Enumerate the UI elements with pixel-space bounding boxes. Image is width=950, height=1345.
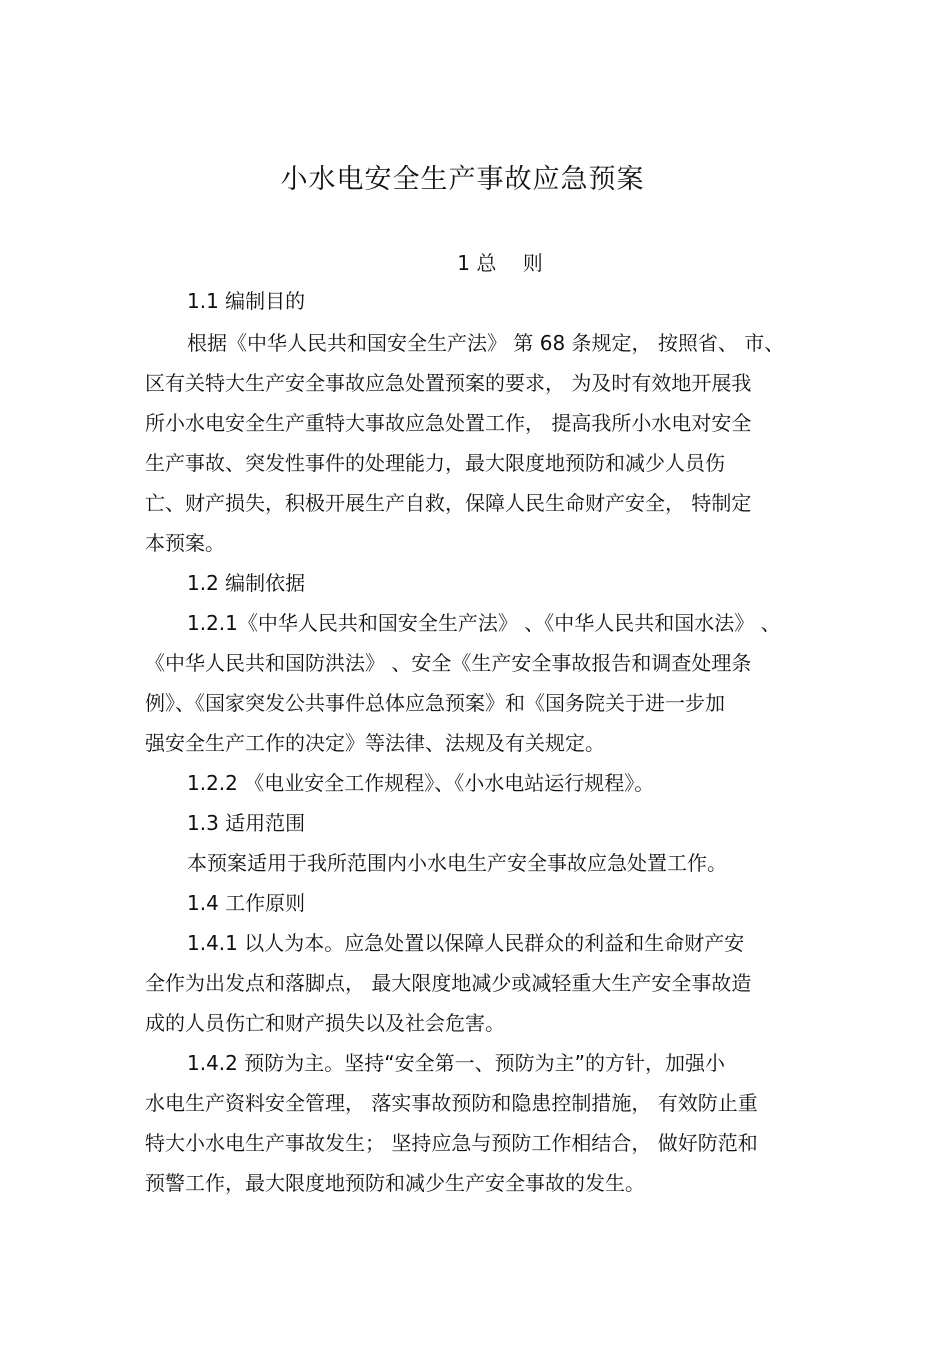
chapter-heading: 1 总 则 bbox=[457, 251, 543, 275]
paragraph-line: 成的人员伤亡和财产损失以及社会危害。 bbox=[145, 1011, 505, 1035]
paragraph-line: 区有关特大生产安全事故应急处置预案的要求， 为及时有效地开展我 bbox=[145, 371, 752, 395]
paragraph-line: 特大小水电生产事故发生； 坚持应急与预防工作相结合， 做好防范和 bbox=[145, 1131, 758, 1155]
paragraph-line: 水电生产资料安全管理， 落实事故预防和隐患控制措施， 有效防止重 bbox=[145, 1091, 758, 1115]
paragraph-line: 预警工作，最大限度地预防和减少生产安全事故的发生。 bbox=[145, 1171, 645, 1195]
paragraph-line: 1.4.1 以人为本。应急处置以保障人民群众的利益和生命财产安 bbox=[187, 931, 745, 955]
paragraph-line: 亡、财产损失，积极开展生产自救，保障人民生命财产安全， 特制定 bbox=[145, 491, 752, 515]
paragraph-line: 强安全生产工作的决定》等法律、法规及有关规定。 bbox=[145, 731, 605, 755]
section-heading: 1.4 工作原则 bbox=[187, 891, 306, 915]
paragraph-line: 《中华人民共和国防洪法》 、安全《生产安全事故报告和调查处理条 bbox=[145, 651, 752, 675]
paragraph-line: 1.4.2 预防为主。坚持“安全第一、预防为主”的方针，加强小 bbox=[187, 1051, 725, 1075]
paragraph-line: 所小水电安全生产重特大事故应急处置工作， 提高我所小水电对安全 bbox=[145, 411, 752, 435]
paragraph-line: 根据《中华人民共和国安全生产法》 第 68 条规定， 按照省、 市、 bbox=[187, 331, 785, 355]
section-heading: 1.1 编制目的 bbox=[187, 289, 306, 313]
paragraph-line: 生产事故、突发性事件的处理能力，最大限度地预防和减少人员伤 bbox=[145, 451, 725, 475]
paragraph-line: 全作为出发点和落脚点， 最大限度地减少或减轻重大生产安全事故造 bbox=[145, 971, 752, 995]
section-heading: 1.3 适用范围 bbox=[187, 811, 306, 835]
paragraph-line: 本预案。 bbox=[145, 531, 225, 555]
document-title: 小水电安全生产事故应急预案 bbox=[280, 164, 645, 195]
paragraph-line: 1.2.1《中华人民共和国安全生产法》 、《中华人民共和国水法》 、 bbox=[187, 611, 781, 635]
paragraph-line: 本预案适用于我所范围内小水电生产安全事故应急处置工作。 bbox=[187, 851, 727, 875]
paragraph-line: 1.2.2 《电业安全工作规程》、《小水电站运行规程》。 bbox=[187, 771, 655, 795]
section-heading: 1.2 编制依据 bbox=[187, 571, 306, 595]
paragraph-line: 例》、《国家突发公共事件总体应急预案》和《国务院关于进一步加 bbox=[145, 691, 725, 715]
